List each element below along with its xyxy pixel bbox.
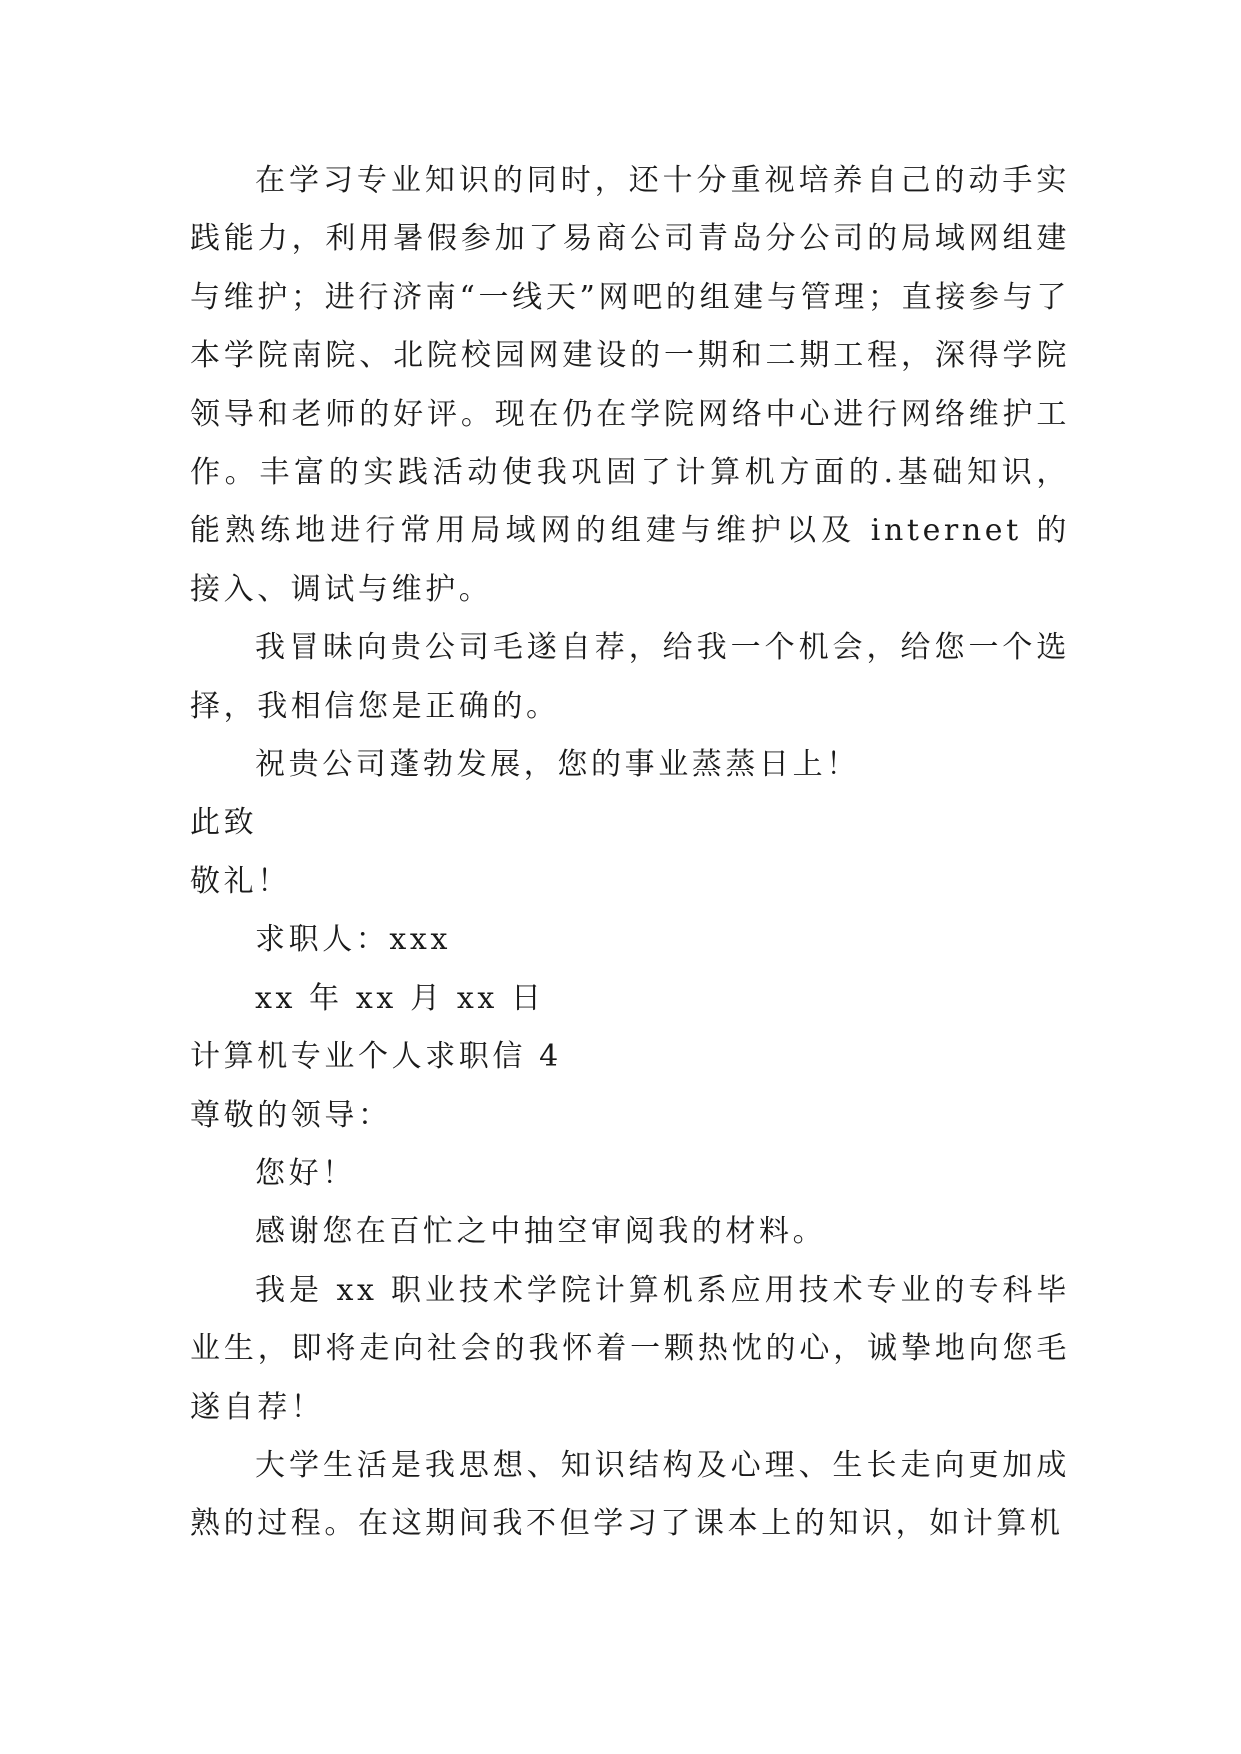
body-paragraph: 感谢您在百忙之中抽空审阅我的材料。 bbox=[255, 1214, 827, 1250]
salutation-line: 敬礼！ bbox=[190, 863, 291, 899]
body-paragraph: 大学生活是我思想、知识结构及心理、生长走向更加成熟的过程。在这期间我不但学习了课本上的知识，如计算机 bbox=[190, 1447, 1070, 1542]
body-paragraph: 您好！ bbox=[255, 1155, 356, 1191]
salutation-line: 此致 bbox=[190, 805, 258, 841]
body-paragraph: 在学习专业知识的同时，还十分重视培养自己的动手实践能力，利用暑假参加了易商公司青岛分公司的局域网组建与维护；进行济南“一线天”网吧的组建与管理；直接参与了本学院南院、北院校园网建设的一期和二期工程，深得学院领导和老师的好评。现在仍在学院网络中心进行网络维护工作。丰富的实践活动使我巩固了计算机方面的.基础知识，能熟练地进行常用局域网的组建与维护以及 internet 的接入、调试与维护。 bbox=[190, 163, 1070, 607]
section-title: 计算机专业个人求职信 4 bbox=[190, 1039, 562, 1075]
greeting-line: 尊敬的领导： bbox=[190, 1097, 392, 1133]
document-page bbox=[190, 152, 1070, 1554]
signature-date: xx 年 xx 月 xx 日 bbox=[255, 980, 545, 1016]
signature-name: 求职人：xxx bbox=[255, 922, 451, 958]
body-paragraph: 我是 xx 职业技术学院计算机系应用技术专业的专科毕业生，即将走向社会的我怀着一颗热忱的心，诚挚地向您毛遂自荐！ bbox=[190, 1272, 1070, 1425]
closing-wish: 祝贵公司蓬勃发展，您的事业蒸蒸日上！ bbox=[255, 747, 860, 783]
body-paragraph: 我冒昧向贵公司毛遂自荐，给我一个机会，给您一个选择，我相信您是正确的。 bbox=[190, 630, 1070, 724]
